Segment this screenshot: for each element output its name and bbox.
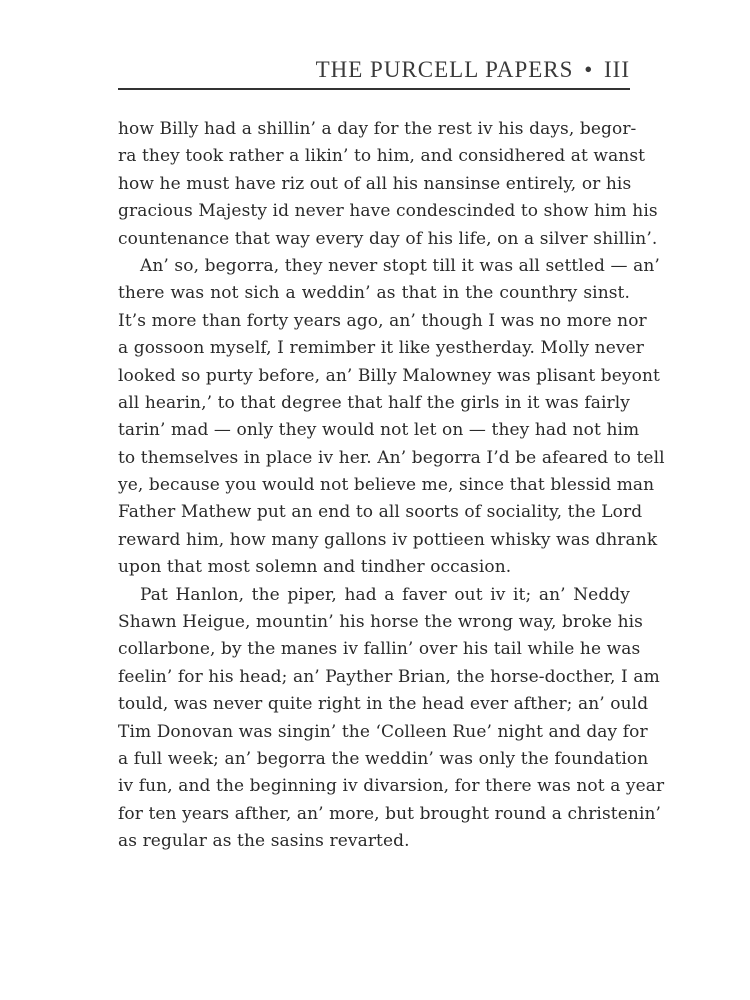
book-title: THE PURCELL PAPERS xyxy=(315,57,574,82)
text-line: feelin’ for his head; an’ Payther Brian, the horse-docther, I am xyxy=(118,666,660,687)
text-line: ye, because you would not believe me, since that blessid man xyxy=(118,475,655,496)
header-separator: • xyxy=(584,57,594,82)
text-line: there was not sich a weddin’ as that in the counthry sinst. xyxy=(118,283,630,304)
text-line: ra they took rather a likin’ to him, and considhered at wanst xyxy=(118,146,646,167)
page-number: III xyxy=(604,57,630,82)
text-line: gracious Majesty id never have condescinded to show him his xyxy=(118,201,658,222)
text-line: It’s more than forty years ago, an’ though I was no more nor xyxy=(118,310,647,331)
text-line: a gossoon myself, I remimber it like yestherday. Molly never xyxy=(118,338,644,359)
text-line: Shawn Heigue, mountin’ his horse the wrong way, broke his xyxy=(118,612,643,633)
text-line: iv fun, and the beginning iv divarsion, for there was not a year xyxy=(118,776,665,797)
text-line: tould, was never quite right in the head ever afther; an’ ould xyxy=(118,694,649,715)
text-line: Pat Hanlon, the piper, had a faver out iv it; an’ Neddy xyxy=(140,584,630,605)
text-line: how he must have riz out of all his nansinse entirely, or his xyxy=(118,173,632,194)
text-line: collarbone, by the manes iv fallin’ over his tail while he was xyxy=(118,639,641,660)
text-line: a full week; an’ begorra the weddin’ was only the foundation xyxy=(118,748,649,769)
paragraph-2 xyxy=(118,253,665,582)
body-text xyxy=(118,116,665,856)
text-line: for ten years afther, an’ more, but brought round a christenin’ xyxy=(118,803,662,824)
text-line: Father Mathew put an end to all soorts of sociality, the Lord xyxy=(118,502,643,523)
text-line: An’ so, begorra, they never stopt till it was all settled — an’ xyxy=(140,255,660,276)
paragraph-1 xyxy=(118,116,658,253)
text-line: all hearin,’ to that degree that half the girls in it was fairly xyxy=(118,392,630,413)
paragraph-3 xyxy=(118,582,665,856)
text-line: to themselves in place iv her. An’ begorra I’d be afeared to tell xyxy=(118,447,665,468)
text-line: looked so purty before, an’ Billy Malowney was plisant beyont xyxy=(118,365,660,386)
text-line: reward him, how many gallons iv pottieen whisky was dhrank xyxy=(118,529,658,550)
text-line: countenance that way every day of his life, on a silver shillin’. xyxy=(118,228,658,249)
text-line: how Billy had a shillin’ a day for the rest iv his days, begor- xyxy=(118,119,637,139)
running-head xyxy=(118,56,630,90)
text-line: upon that most solemn and tindher occasion. xyxy=(118,557,512,578)
text-line: tarin’ mad — only they would not let on — they had not him xyxy=(118,420,640,441)
text-line: as regular as the sasins revarted. xyxy=(118,831,410,852)
text-line: Tim Donovan was singin’ the ‘Colleen Rue’ night and day for xyxy=(118,721,648,742)
